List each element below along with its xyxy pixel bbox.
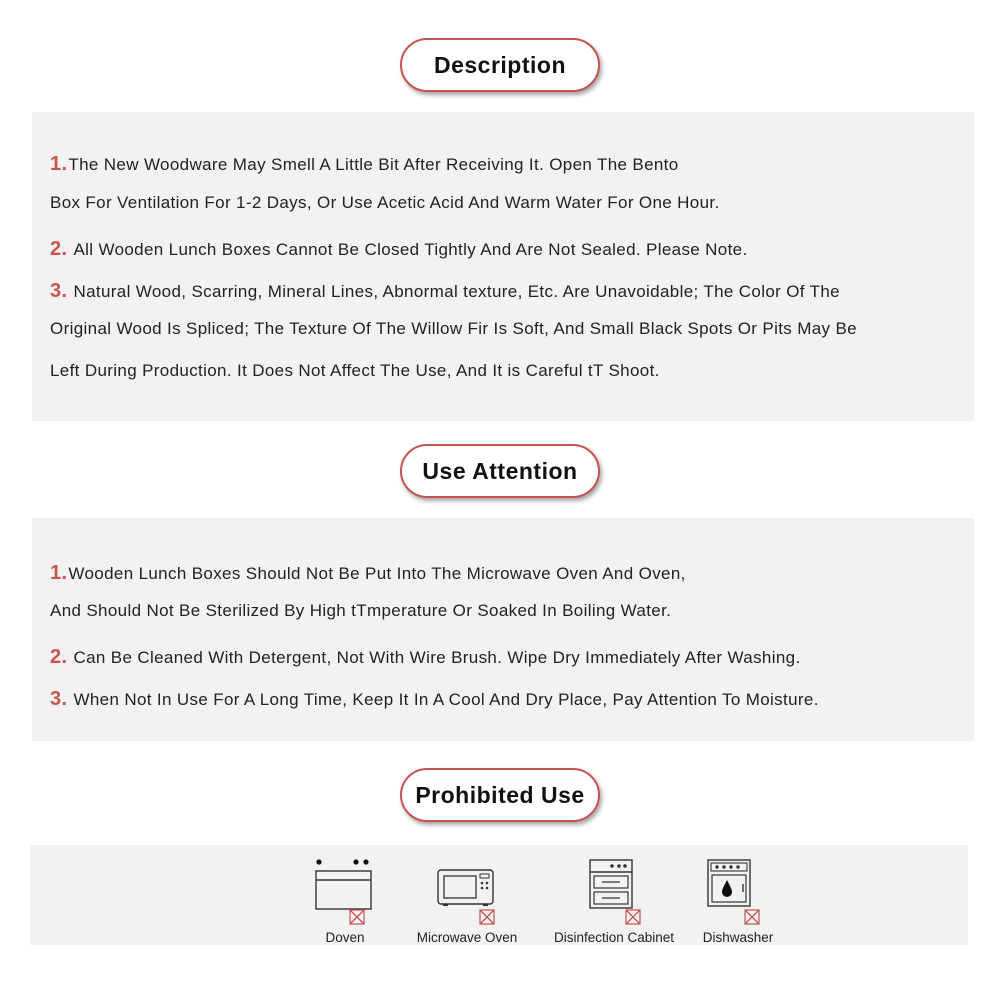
prohibited-heading bbox=[400, 768, 600, 822]
oven-icon bbox=[315, 858, 385, 930]
attention-item-3: 3. When Not In Use For A Long Time, Keep It In A Cool And Dry Place, Pay Attention To Moisture. bbox=[50, 688, 819, 710]
description-item-1-line-2: Box For Ventilation For 1-2 Days, Or Use Acetic Acid And Warm Water For One Hour. bbox=[50, 193, 720, 212]
attention-item-2: 2. Can Be Cleaned With Detergent, Not With Wire Brush. Wipe Dry Immediately After Washing. bbox=[50, 646, 801, 668]
prohibited-cross-icon bbox=[350, 910, 364, 924]
prohibited-cross-icon bbox=[480, 910, 494, 924]
microwave-icon bbox=[437, 858, 507, 930]
description-title: Description bbox=[433, 51, 567, 78]
prohibited-label-oven: Doven bbox=[325, 930, 365, 945]
description-item-3-line-1: 3. Natural Wood, Scarring, Mineral Lines, Abnormal texture, Etc. Are Unavoidable; The Color Of The bbox=[50, 280, 840, 302]
dishwasher-icon bbox=[707, 858, 777, 930]
attention-heading bbox=[400, 444, 600, 498]
prohibited-label-microwave: Microwave Oven bbox=[416, 930, 518, 945]
attention-title: Use Attention bbox=[422, 457, 578, 484]
description-item-3-line-2: Original Wood Is Spliced; The Texture Of The Willow Fir Is Soft, And Small Black Spots Or Pits May Be bbox=[50, 319, 857, 338]
attention-item-1-line-2: And Should Not Be Sterilized By High tTmperature Or Soaked In Boiling Water. bbox=[50, 601, 672, 620]
prohibited-label-dishwasher: Dishwasher bbox=[702, 930, 774, 945]
attention-item-1-line-1: 1.Wooden Lunch Boxes Should Not Be Put Into The Microwave Oven And Oven, bbox=[50, 562, 686, 584]
description-item-3-line-3: Left During Production. It Does Not Affect The Use, And It is Careful tT Shoot. bbox=[50, 361, 660, 380]
disinfection-cabinet-icon bbox=[589, 858, 659, 930]
prohibited-title: Prohibited Use bbox=[415, 781, 585, 808]
prohibited-cross-icon bbox=[745, 910, 759, 924]
description-heading bbox=[400, 38, 600, 92]
description-item-2: 2. All Wooden Lunch Boxes Cannot Be Closed Tightly And Are Not Sealed. Please Note. bbox=[50, 238, 748, 260]
prohibited-label-disinfection-cabinet: Disinfection Cabinet bbox=[553, 930, 675, 945]
prohibited-cross-icon bbox=[626, 910, 640, 924]
description-item-1-line-1: 1.The New Woodware May Smell A Little Bit After Receiving It. Open The Bento bbox=[50, 153, 679, 175]
